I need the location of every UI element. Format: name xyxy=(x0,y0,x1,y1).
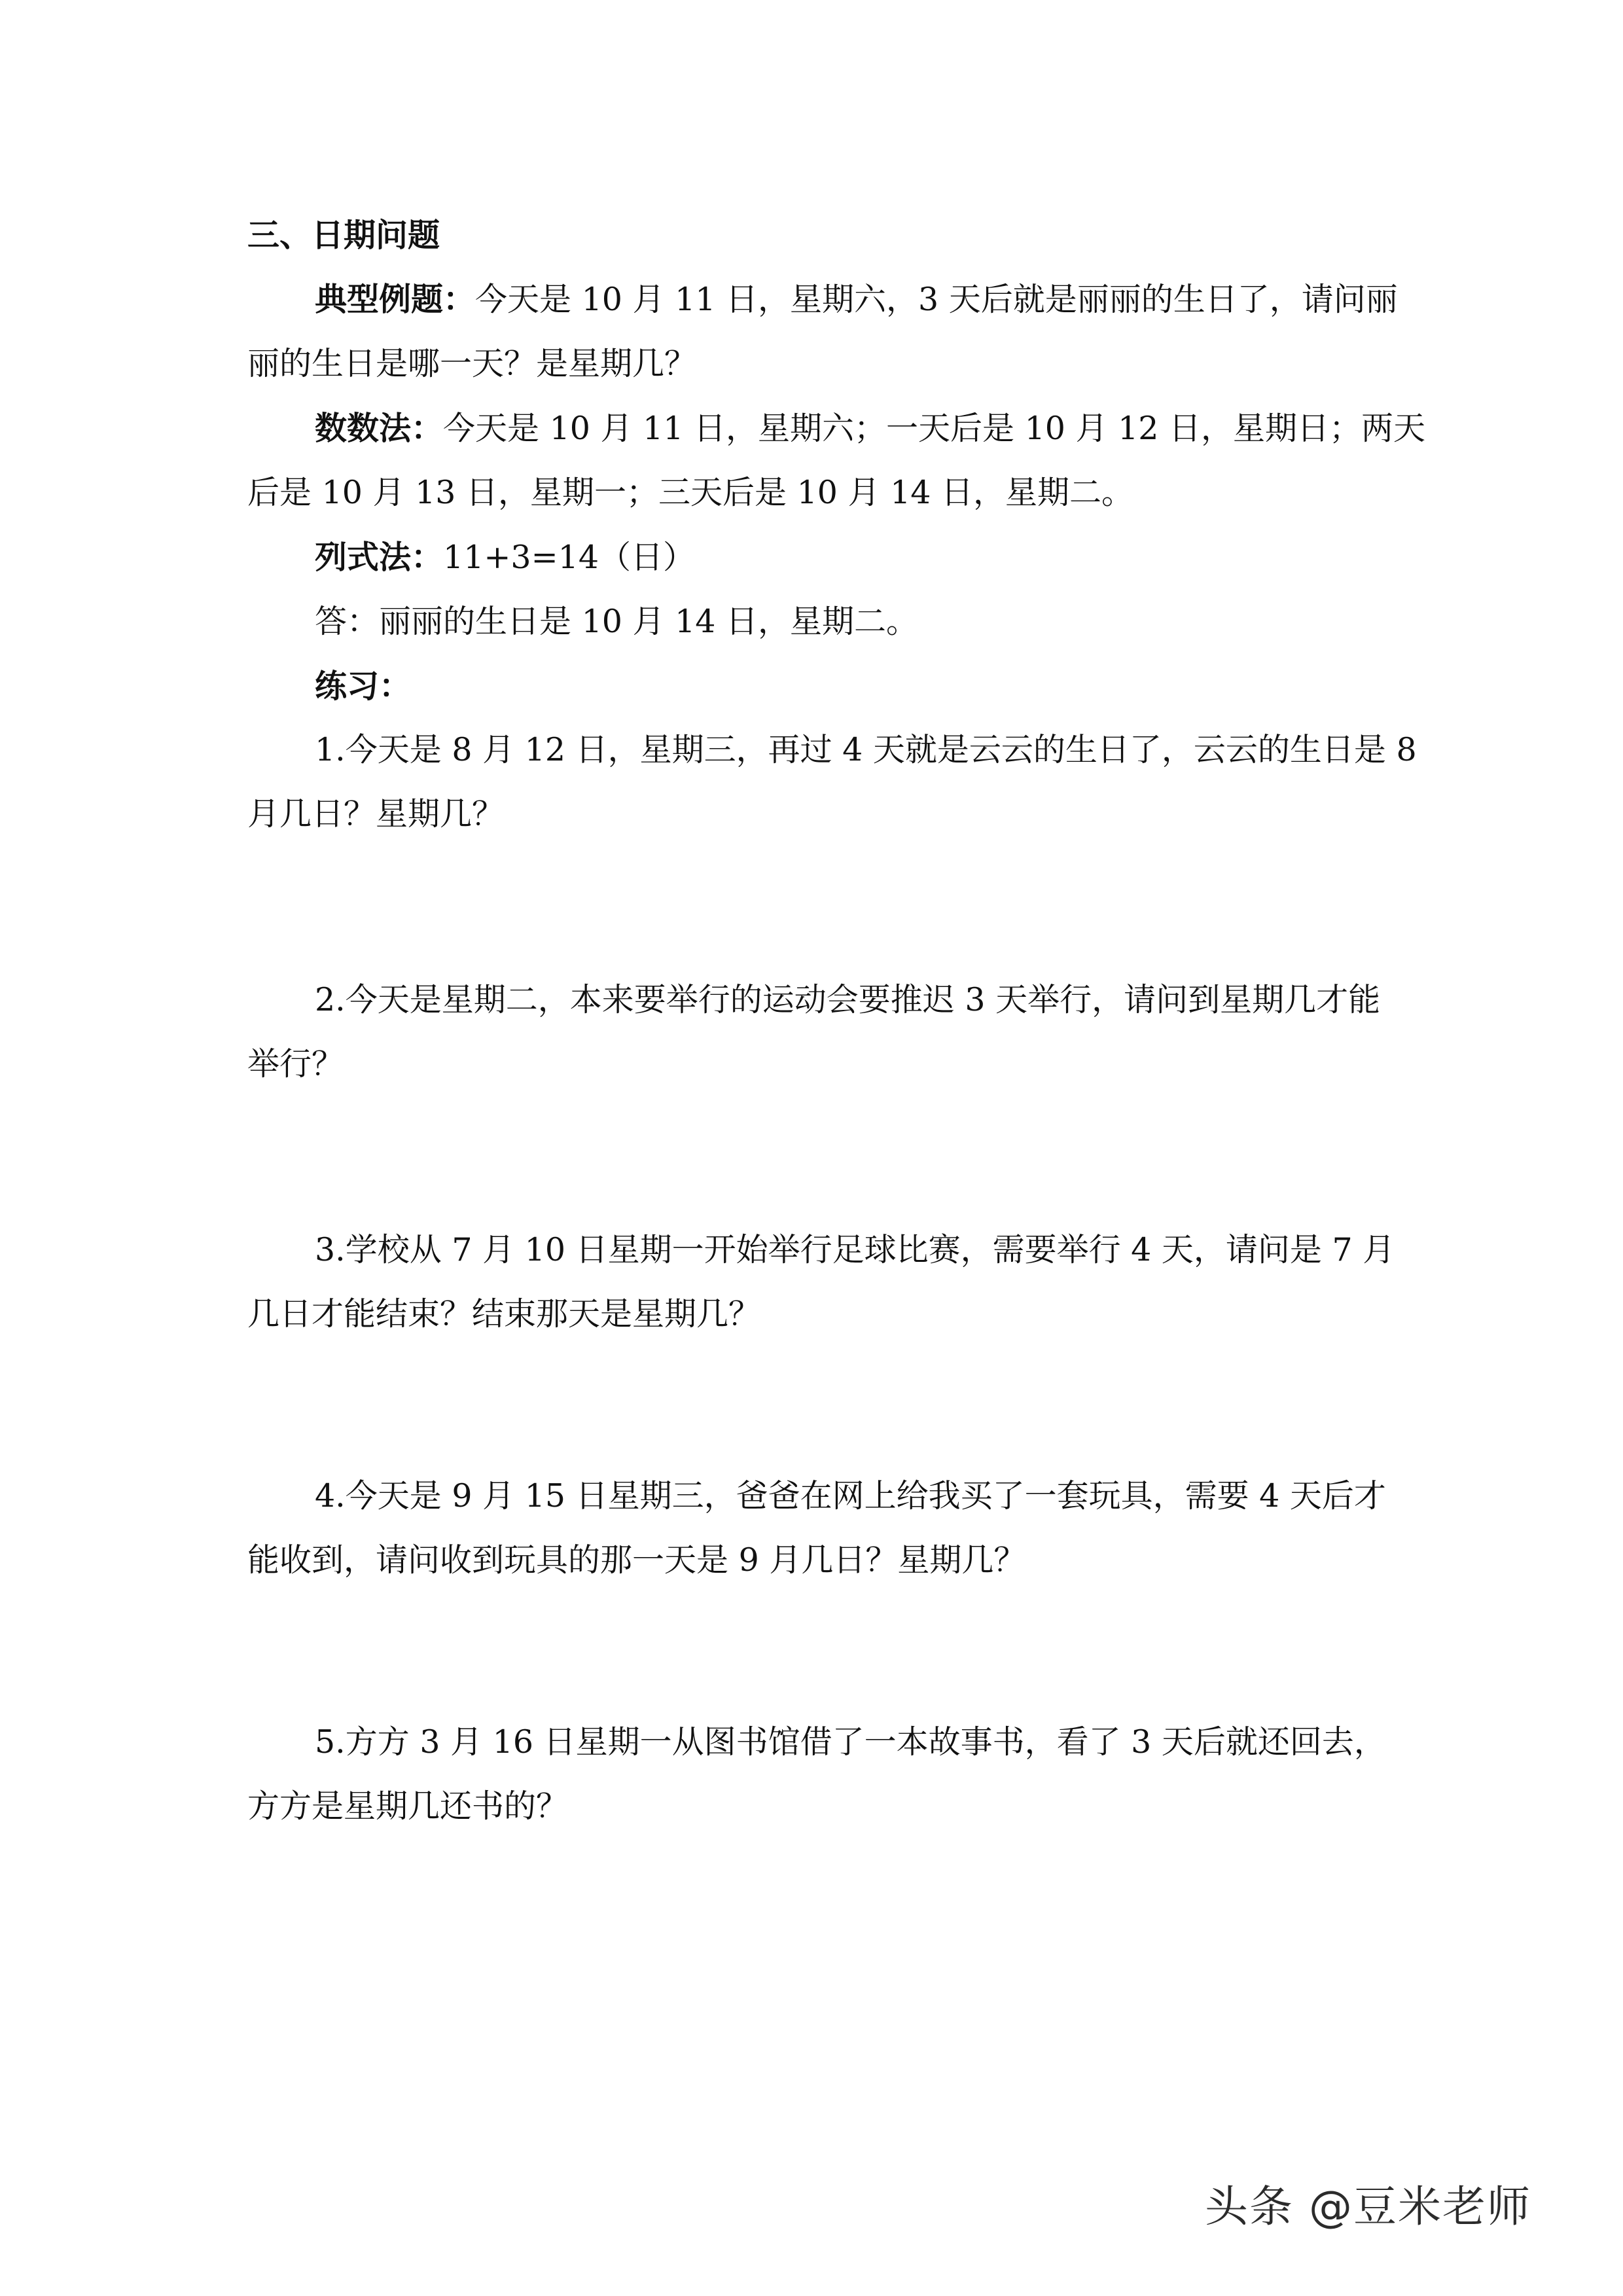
watermark-text: 头条 @豆米老师 xyxy=(1205,2181,1531,2232)
formula-line xyxy=(247,525,1380,590)
worksheet-page xyxy=(247,203,1426,1839)
practice-item-3-line-1: 3.学校从 7 月 10 日星期一开始举行足球比赛，需要举行 4 天，请问是 7 月 xyxy=(315,1231,1395,1268)
counting-label: 数数法： xyxy=(315,409,444,447)
answer-space-4 xyxy=(247,1592,1380,1710)
practice-item-4 xyxy=(247,1464,1386,1592)
practice-item-5 xyxy=(247,1710,1386,1839)
practice-label: 练习： xyxy=(315,667,412,705)
answer-space-2 xyxy=(247,1096,1380,1218)
counting-line-1 xyxy=(247,396,1426,461)
practice-item-1-line-2: 月几日？星期几？ xyxy=(247,795,505,833)
example-line-2: 丽的生日是哪一天？是星期几？ xyxy=(247,345,697,382)
example-label: 典型例题： xyxy=(315,280,476,318)
practice-item-2 xyxy=(247,968,1380,1096)
example-line-1 xyxy=(247,267,1398,332)
practice-item-2-line-1: 2.今天是星期二，本来要举行的运动会要推迟 3 天举行，请问到星期几才能 xyxy=(315,981,1381,1018)
practice-item-4-line-1: 4.今天是 9 月 15 日星期三，爸爸在网上给我买了一套玩具，需要 4 天后才 xyxy=(315,1477,1386,1515)
counting-text-1: 今天是 10 月 11 日，星期六；一天后是 10 月 12 日，星期日；两天 xyxy=(443,410,1426,447)
answer-space-1 xyxy=(247,846,1380,968)
practice-item-1 xyxy=(247,718,1417,846)
practice-item-1-line-1: 1.今天是 8 月 12 日，星期三，再过 4 天就是云云的生日了，云云的生日是 8 xyxy=(315,731,1417,768)
practice-item-3 xyxy=(247,1218,1395,1346)
practice-item-5-line-1: 5.方方 3 月 16 日星期一从图书馆借了一本故事书，看了 3 天后就还回去， xyxy=(315,1723,1386,1761)
practice-item-3-line-2: 几日才能结束？结束那天是星期几？ xyxy=(247,1295,761,1333)
answer-space-3 xyxy=(247,1346,1380,1464)
example-text-1: 今天是 10 月 11 日，星期六，3 天后就是丽丽的生日了，请问丽 xyxy=(475,281,1398,318)
counting-line-2: 后是 10 月 13 日，星期一；三天后是 10 月 14 日，星期二。 xyxy=(247,474,1134,511)
practice-item-5-line-2: 方方是星期几还书的？ xyxy=(247,1787,569,1825)
practice-item-2-line-2: 举行？ xyxy=(247,1045,344,1083)
section-title: 三、日期问题 xyxy=(247,216,440,254)
formula-text: 11+3=14（日） xyxy=(443,539,696,576)
practice-item-4-line-2: 能收到，请问收到玩具的那一天是 9 月几日？星期几？ xyxy=(247,1541,1026,1579)
formula-label: 列式法： xyxy=(315,538,444,576)
answer-line: 答：丽丽的生日是 10 月 14 日，星期二。 xyxy=(315,603,919,640)
